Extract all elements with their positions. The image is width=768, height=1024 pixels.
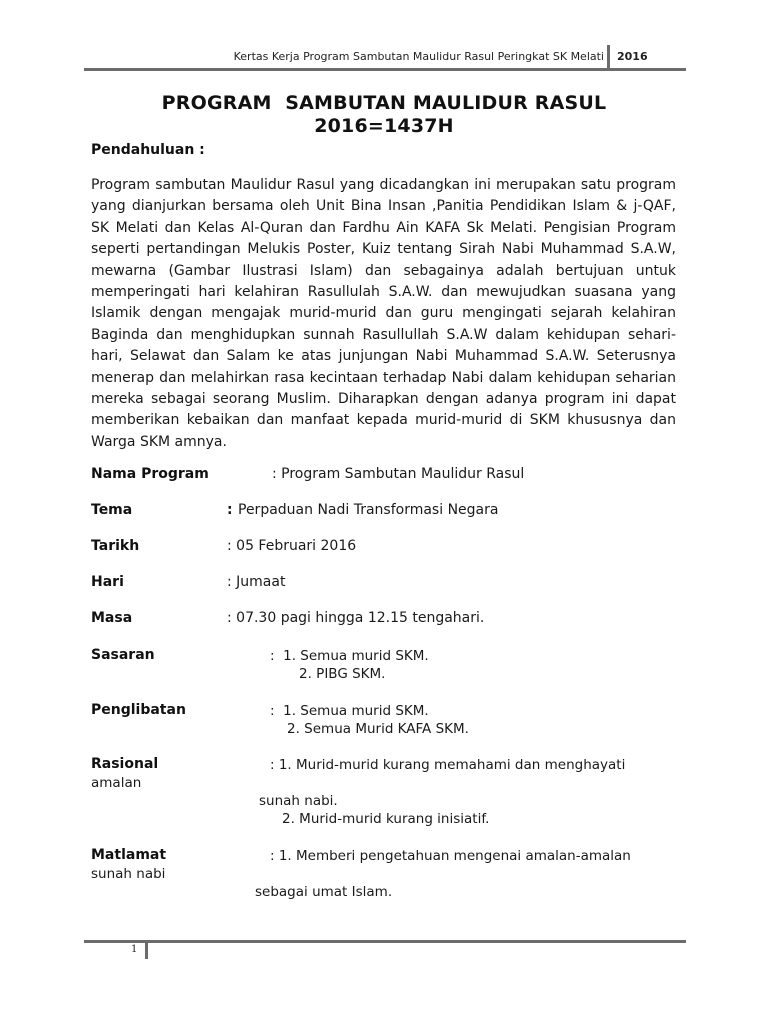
footer-divider	[145, 940, 148, 959]
tema-value: Perpaduan Nadi Transformasi Negara	[238, 502, 499, 518]
header-year: 2016	[617, 50, 648, 63]
tarikh-value: : 05 Februari 2016	[227, 538, 357, 554]
title-line-1: PROGRAM SAMBUTAN MAULIDUR RASUL	[161, 92, 607, 114]
title-line-2: 2016=1437H	[314, 115, 454, 137]
sasaran-item-2: 2. PIBG SKM.	[299, 666, 386, 682]
page-number: 1	[131, 944, 138, 955]
tema-colon: :	[227, 502, 233, 518]
matlamat-label: Matlamat	[91, 847, 167, 863]
hari-value: : Jumaat	[227, 574, 286, 590]
sasaran-label: Sasaran	[91, 647, 155, 663]
running-header: Kertas Kerja Program Sambutan Maulidur Rasul Peringkat SK Melati	[233, 50, 604, 63]
sasaran-item-1: : 1. Semua murid SKM.	[270, 648, 429, 664]
penglibatan-item-2: 2. Semua Murid KAFA SKM.	[287, 721, 469, 737]
tarikh-label: Tarikh	[91, 538, 140, 554]
rasional-item-2: 2. Murid-murid kurang inisiatif.	[282, 811, 490, 827]
penglibatan-label: Penglibatan	[91, 702, 186, 718]
tema-label: Tema	[91, 502, 133, 518]
penglibatan-item-1: : 1. Semua murid SKM.	[270, 703, 429, 719]
matlamat-item-1: : 1. Memberi pengetahuan mengenai amalan-amalan	[270, 848, 631, 864]
document-title	[84, 92, 684, 138]
rasional-item-1: : 1. Murid-murid kurang memahami dan menghayati	[270, 757, 626, 773]
masa-value: : 07.30 pagi hingga 12.15 tengahari.	[227, 610, 485, 626]
rasional-wrap-1: amalan	[91, 775, 142, 791]
nama-program-label: Nama Program	[91, 466, 209, 482]
masa-label: Masa	[91, 610, 133, 626]
intro-paragraph: Program sambutan Maulidur Rasul yang dicadangkan ini merupakan satu program yang dianjurkan bersama oleh Unit Bina Insan ,Panitia Pendidikan Islam & j-QAF, SK Melati dan Kelas Al-Quran dan Fardhu Ain KAFA Sk Melati. Pengisian Program seperti pertandingan Melukis Poster, Kuiz tentang Sirah Nabi Muhammad S.A.W, mewarna (Gambar Ilustrasi Islam) dan sebagainya adalah bertujuan untuk memperingati hari kelahiran Rasullulah S.A.W. dan mewujudkan suasana yang Islamik dengan mengajak murid-murid dan guru mengingati sejarah kelahiran Baginda dan menghidupkan sunnah Rasullullah S.A.W dalam kehidupan sehari-hari, Selawat dan Salam ke atas junjungan Nabi Muhammad S.A.W. Seterusnya menerap dan melahirkan rasa kecintaan terhadap Nabi dalam kehidupan seharian mereka sebagai seorang Muslim. Diharapkan dengan adanya program ini dapat memberikan kebaikan dan manfaat kepada murid-murid di SKM khususnya dan Warga SKM amnya.	[91, 177, 676, 450]
header-rule	[84, 68, 686, 71]
matlamat-continuation-1: sebagai umat Islam.	[255, 884, 393, 900]
matlamat-wrap-1: sunah nabi	[91, 866, 166, 882]
header-divider	[607, 45, 610, 70]
intro-heading: Pendahuluan :	[91, 142, 205, 158]
nama-program-value: : Program Sambutan Maulidur Rasul	[272, 466, 525, 482]
rasional-continuation-1: sunah nabi.	[259, 793, 338, 809]
footer-rule	[84, 940, 686, 943]
hari-label: Hari	[91, 574, 124, 590]
rasional-label: Rasional	[91, 756, 159, 772]
